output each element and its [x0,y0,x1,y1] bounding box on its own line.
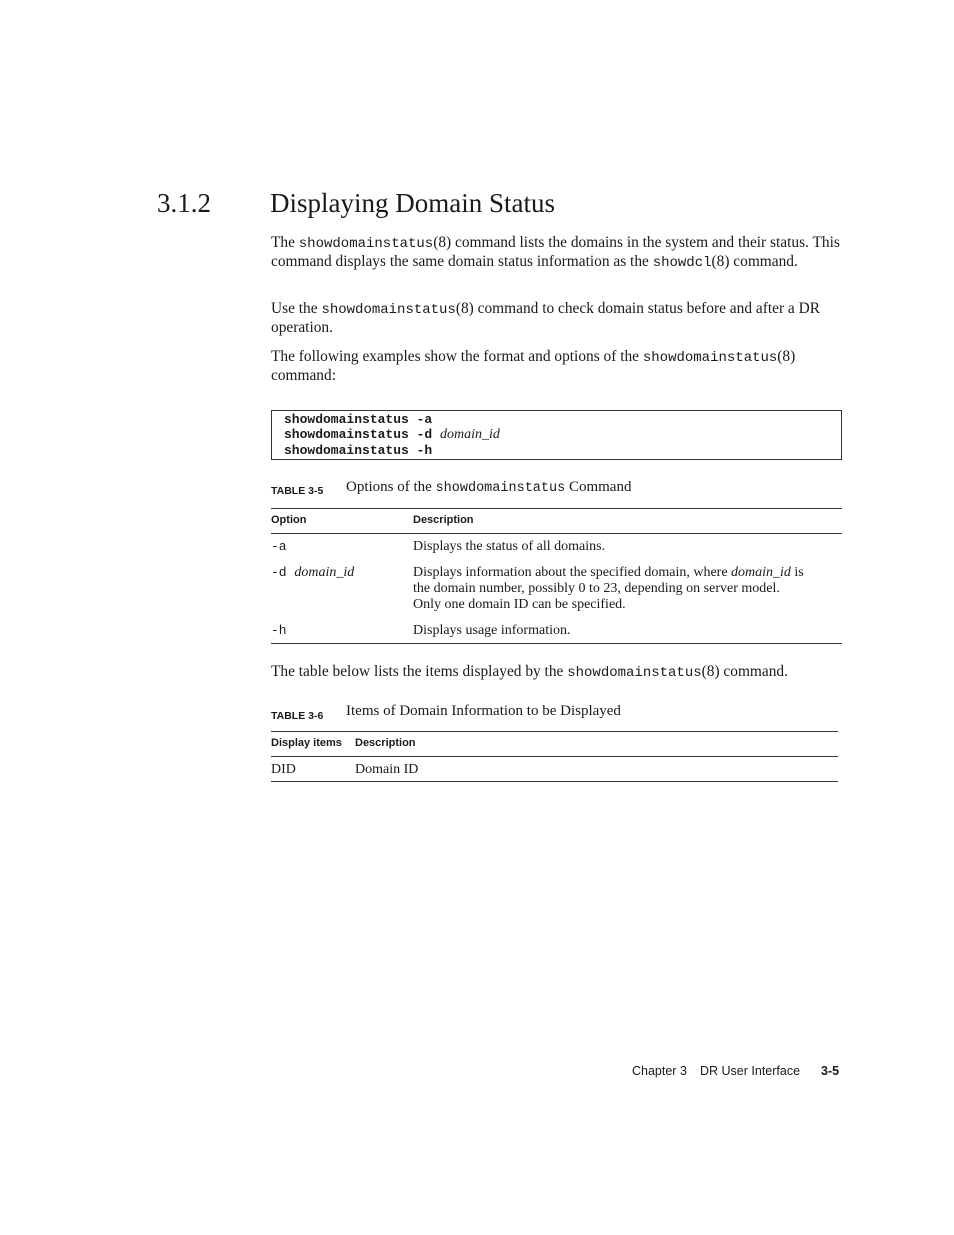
table-bottom-rule [271,643,842,644]
text-run: (8) command to check domain status before and after a DR operation. [271,300,820,336]
table-header-rule [271,756,838,757]
command-name: showdomainstatus [321,302,456,318]
text-run: Displays information about the specified domain, where [413,565,732,580]
table-row-option [271,623,287,639]
text-line: Only one domain ID can be specified. [413,597,626,612]
paragraph-examples [271,348,843,385]
paragraph-usage [271,300,843,337]
text-run: (8) command. [711,253,798,270]
table-caption [271,703,621,724]
command-name: showdomainstatus [642,350,778,366]
option-flag: -a [271,539,287,554]
table-header-description: Description [355,737,416,749]
table-header-option: Option [271,514,307,526]
text-run: Command [565,479,632,495]
domain-id-argument: domain_id [731,565,791,580]
command-name: showdomainstatus [298,236,434,252]
code-line: showdomainstatus -h [284,443,433,458]
table-top-rule [271,508,842,509]
footer-chapter: Chapter 3 [632,1064,687,1078]
option-flag: -d [271,565,295,580]
table-row-description [413,565,843,613]
table-row-description: Displays usage information. [413,623,571,638]
text-run: The following examples show the format and options of the [271,348,643,365]
text-run: The [271,234,299,251]
table-caption-text [346,479,631,496]
code-text: showdomainstatus -d [284,427,441,442]
option-flag: -h [271,623,287,638]
text-run: (8) command lists the domains in the system and their status. This command displays the same domain status information as the [271,234,840,270]
option-argument: domain_id [294,565,355,580]
text-run: The table below lists the items displayed by the [271,663,568,680]
command-name: showdomainstatus [435,481,566,496]
text-run: (8) command. [701,663,788,680]
table-header-display-items: Display items [271,737,342,749]
paragraph-items [271,663,851,682]
table-header-rule [271,533,842,534]
code-example-box [271,410,842,460]
table-row-description: Displays the status of all domains. [413,539,606,554]
footer-chapter-title: DR User Interface [700,1064,801,1078]
command-name: showdomainstatus [567,665,702,681]
text-run: Use the [271,300,322,317]
text-run: (8) command: [271,348,796,384]
table-label: TABLE 3-5 [271,485,324,497]
table-bottom-rule [271,781,838,782]
table-row-option [271,565,354,581]
footer-page-number: 3-5 [821,1064,840,1078]
command-name: showdcl [652,255,712,271]
table-label: TABLE 3-6 [271,710,324,722]
paragraph-intro [271,234,843,272]
table-row-option [271,539,287,555]
table-caption-text: Items of Domain Information to be Displayed [346,703,621,719]
table-row-description: Domain ID [355,762,419,777]
section-title: Displaying Domain Status [270,188,555,218]
code-argument: domain_id [440,427,500,442]
text-run: Options of the [346,479,436,495]
code-line [284,427,500,443]
text-line: the domain number, possibly 0 to 23, depending on server model. [413,581,780,596]
table-caption [271,479,632,499]
code-line: showdomainstatus -a [284,412,433,427]
section-number: 3.1.2 [157,188,211,218]
table-header-description: Description [413,514,474,526]
text-run: is [790,565,804,580]
table-top-rule [271,731,838,732]
table-row-item: DID [271,762,296,777]
